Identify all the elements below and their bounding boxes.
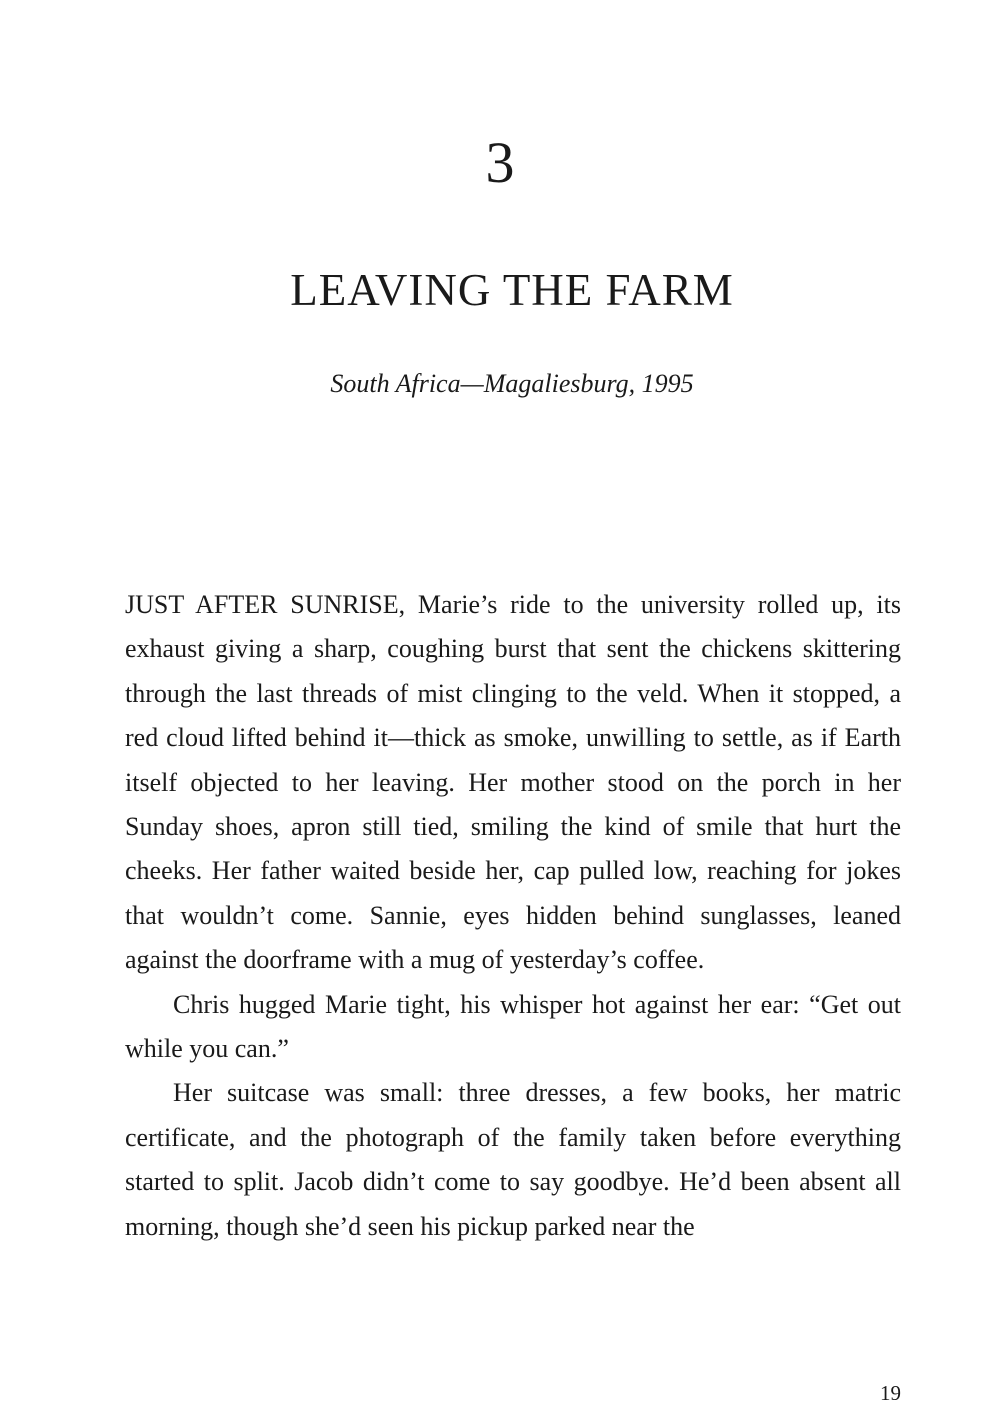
chapter-title: LEAVING THE FARM	[290, 265, 734, 315]
chapter-subtitle: South Africa—Magaliesburg, 1995	[330, 369, 694, 398]
paragraph-3: Her suitcase was small: three dresses, a few books, her matric certificate, and the photograph of the family taken before everything started to split. Jacob didn’t come to say goodbye. He’d been absent all morning, though she’d seen his pickup parked near the	[125, 1078, 901, 1241]
body-text	[125, 583, 901, 1249]
page-number: 19	[880, 1381, 901, 1405]
chapter-number: 3	[485, 130, 515, 195]
paragraph-1: JUST AFTER SUNRISE, Marie’s ride to the university rolled up, its exhaust giving a sharp, coughing burst that sent the chickens skittering through the last threads of mist clinging to the veld. When it stopped, a red cloud lifted behind it—thick as smoke, unwilling to settle, as if Earth itself objected to her leaving. Her mother stood on the porch in her Sunday shoes, apron still tied, smiling the kind of smile that hurt the cheeks. Her father waited beside her, cap pulled low, reaching for jokes that wouldn’t come. Sannie, eyes hidden behind sunglasses, leaned against the doorframe with a mug of yesterday’s coffee.	[125, 590, 901, 975]
paragraph-2: Chris hugged Marie tight, his whisper hot against her ear: “Get out while you can.”	[125, 989, 901, 1064]
